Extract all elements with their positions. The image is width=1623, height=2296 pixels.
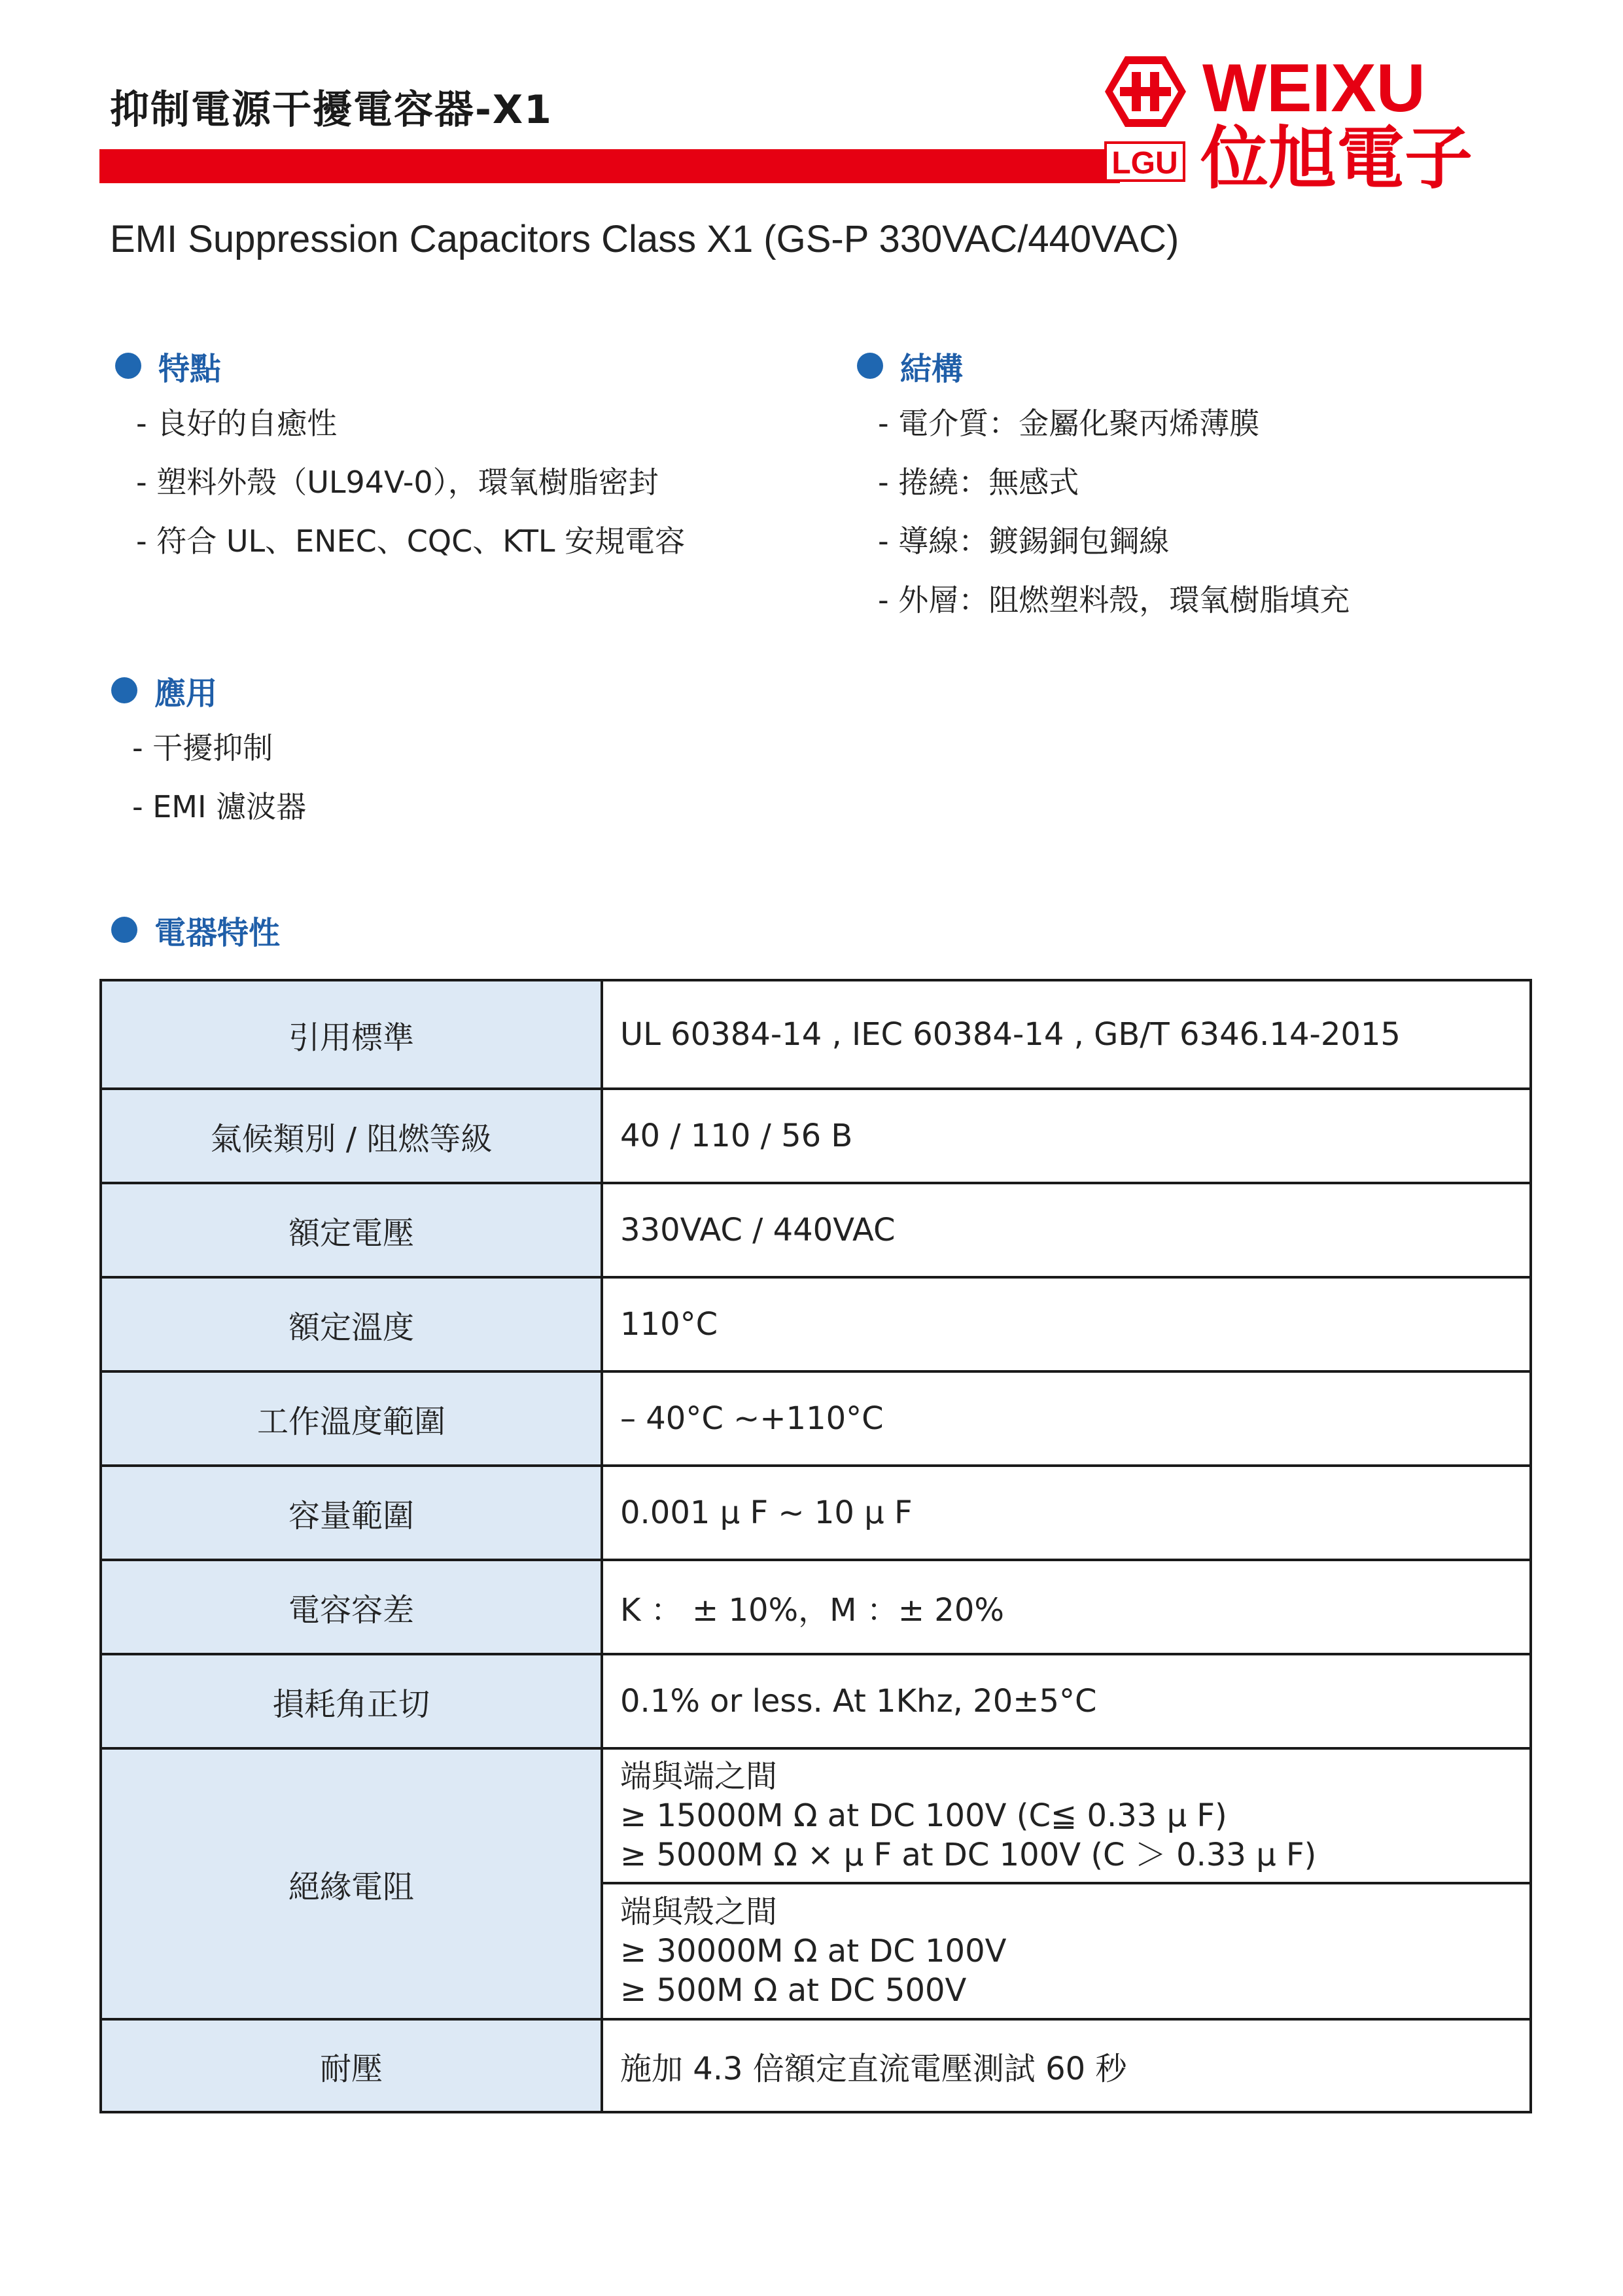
list-item: - 外層：阻燃塑料殼，環氧樹脂填充: [878, 582, 1350, 618]
spec-label: 電容容差: [101, 1560, 602, 1654]
list-item: - EMI 濾波器: [132, 789, 307, 824]
spec-value: UL 60384-14 , IEC 60384-14 , GB/T 6346.14-2015: [602, 980, 1531, 1089]
structure-section: [857, 344, 1350, 637]
table-row: [101, 980, 1531, 1089]
list-item: - 塑料外殼（UL94V-0），環氧樹脂密封: [136, 465, 659, 500]
spec-table: [99, 979, 1532, 2113]
page-title: 抑制電源干擾電容器-X1: [110, 87, 553, 133]
page-subtitle: EMI Suppression Capacitors Class X1 (GS-P 330VAC/440VAC): [110, 218, 1179, 260]
table-row: [101, 1183, 1531, 1277]
table-row: [101, 1466, 1531, 1560]
bullet-dot-icon: [857, 353, 883, 379]
bullet-dot-icon: [111, 917, 137, 943]
applications-heading-text: 應用: [154, 675, 218, 712]
insulation-line: ≥ 500M Ω at DC 500V: [620, 1972, 967, 2009]
list-item: - 電介質：金屬化聚丙烯薄膜: [878, 406, 1260, 441]
table-row: [101, 1371, 1531, 1466]
insulation-line: ≥ 30000M Ω at DC 100V: [620, 1933, 1007, 1969]
spec-label: 氣候類別 / 阻燃等級: [101, 1089, 602, 1183]
applications-heading: [111, 669, 306, 712]
structure-heading-text: 結構: [900, 350, 964, 387]
electrical-heading: [111, 908, 280, 951]
list-item: - 符合 UL、ENEC、CQC、KTL 安規電容: [136, 523, 686, 559]
header-red-bar: [99, 149, 1120, 183]
weixu-logo: [1086, 51, 1544, 188]
electrical-heading-text: 電器特性: [154, 914, 281, 951]
insulation-subtitle: 端與殼之間: [620, 1894, 778, 1930]
table-row: [101, 1560, 1531, 1654]
insulation-terminal-case: [602, 1883, 1531, 2019]
features-heading-text: 特點: [158, 350, 222, 387]
applications-section: [111, 669, 306, 844]
insulation-terminal-terminal: [602, 1748, 1531, 1883]
logo-chinese-text: 位旭電子: [1200, 118, 1473, 188]
spec-value: 0.1% or less. At 1Khz, 20±5°C: [602, 1654, 1531, 1748]
list-item: - 導線：鍍錫銅包鋼線: [878, 523, 1170, 559]
bullet-dot-icon: [111, 677, 137, 703]
list-item: - 干擾抑制: [132, 730, 273, 766]
electrical-section: [111, 908, 280, 951]
spec-label: 損耗角正切: [101, 1654, 602, 1748]
spec-label: 工作溫度範圍: [101, 1371, 602, 1466]
spec-value: 施加 4.3 倍額定直流電壓測試 60 秒: [602, 2019, 1531, 2112]
table-row: [101, 2019, 1531, 2112]
spec-label: 耐壓: [101, 2019, 602, 2112]
insulation-line: ≥ 5000M Ω × µ F at DC 100V (C ＞ 0.33 µ F): [620, 1837, 1317, 1873]
features-section: [115, 344, 685, 578]
table-row: [101, 1654, 1531, 1748]
features-heading: [115, 344, 685, 387]
spec-value: K ： ± 10%，M ：± 20%: [602, 1560, 1531, 1654]
list-item: - 捲繞：無感式: [878, 465, 1079, 500]
insulation-subtitle: 端與端之間: [620, 1758, 778, 1795]
structure-heading: [857, 344, 1350, 387]
spec-value: 330VAC / 440VAC: [602, 1183, 1531, 1277]
spec-label: 額定溫度: [101, 1277, 602, 1371]
table-row: [101, 1277, 1531, 1371]
list-item: - 良好的自癒性: [136, 406, 338, 441]
bullet-dot-icon: [115, 353, 141, 379]
spec-value: 40 / 110 / 56 B: [602, 1089, 1531, 1183]
logo-latin-text: WEIXU: [1202, 51, 1425, 126]
table-row: [101, 1089, 1531, 1183]
spec-value: 0.001 µ F ~ 10 µ F: [602, 1466, 1531, 1560]
spec-value: 110°C: [602, 1277, 1531, 1371]
spec-value: – 40°C ~+110°C: [602, 1371, 1531, 1466]
spec-label: 絕緣電阻: [101, 1748, 602, 2019]
spec-label: 額定電壓: [101, 1183, 602, 1277]
spec-label: 容量範圍: [101, 1466, 602, 1560]
table-row: [101, 1748, 1531, 1883]
logo-mark-text: LGU: [1111, 146, 1178, 181]
spec-label: 引用標準: [101, 980, 602, 1089]
insulation-line: ≥ 15000M Ω at DC 100V (C≦ 0.33 µ F): [620, 1797, 1227, 1834]
